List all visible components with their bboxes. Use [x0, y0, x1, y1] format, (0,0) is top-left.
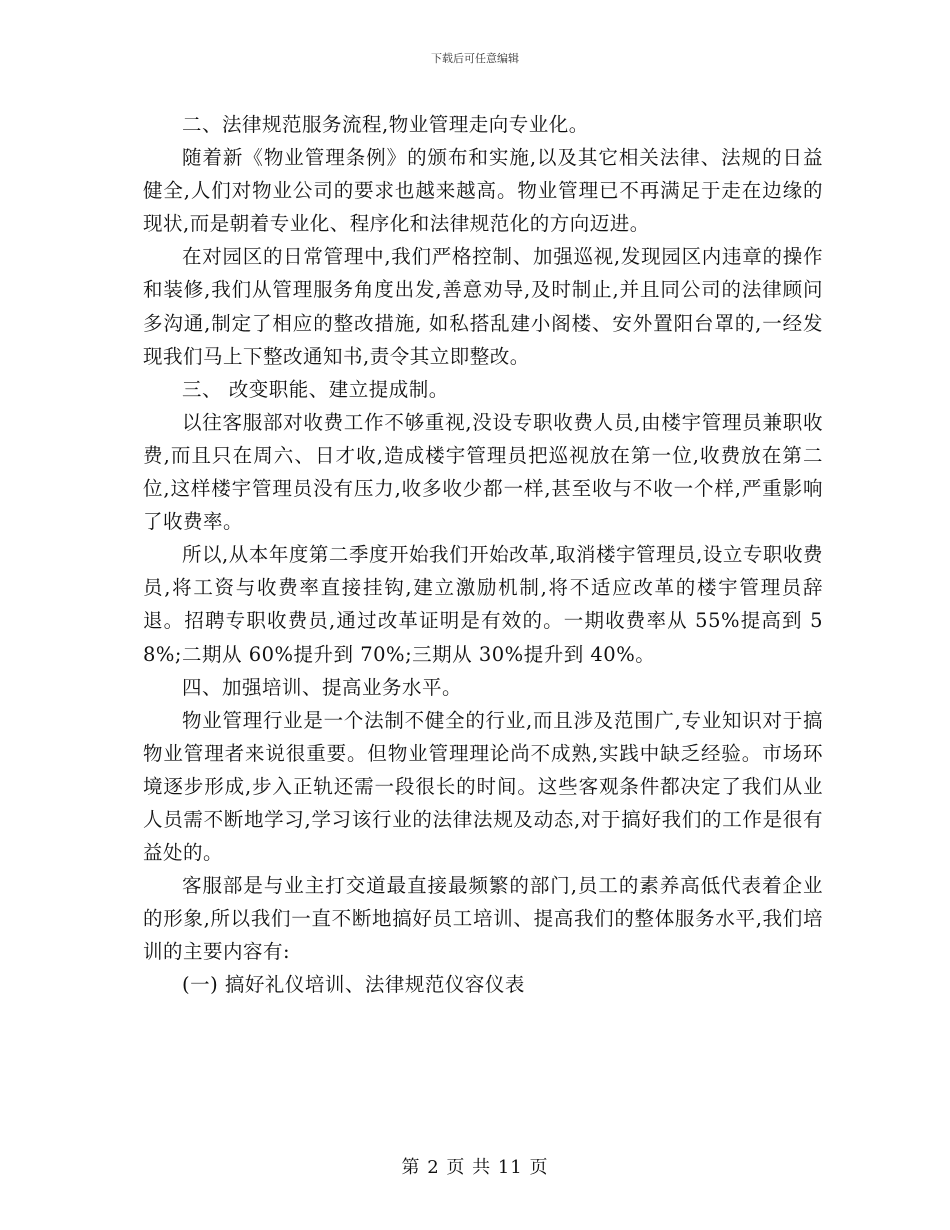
subsection-heading: (一) 搞好礼仪培训、法律规范仪容仪表 [182, 973, 525, 997]
body-paragraph: 随着新《物业管理条例》的颁布和实施,以及其它相关法律、法规的日益健全,人们对物业公司的要求也越来越高。物业管理已不再满足于走在边缘的现状,而是朝着专业化、程序化和法律规范化的方向迈进。 [143, 146, 823, 236]
page-number-footer: 第 2 页 共 11 页 [401, 1157, 549, 1178]
document-body [143, 108, 823, 1002]
body-paragraph: 所以,从本年度第二季度开始我们开始改革,取消楼宇管理员,设立专职收费员,将工资与收费率直接挂钩,建立激励机制,将不适应改革的楼宇管理员辞退。招聘专职收费员,通过改革证明是有效的。一期收费率从 55%提高到 58%;二期从 60%提升到 70%;三期从 30%提升到 40%。 [143, 543, 823, 666]
section-heading-3: 三、 改变职能、建立提成制。 [182, 377, 449, 401]
section-heading-4: 四、加强培训、提高业务水平。 [182, 675, 463, 699]
page-header: 下载后可任意编辑 [431, 52, 519, 65]
body-paragraph: 在对园区的日常管理中,我们严格控制、加强巡视,发现园区内违章的操作和装修,我们从管理服务角度出发,善意劝导,及时制止,并且同公司的法律顾问多沟通,制定了相应的整改措施, 如私搭乱建小阁楼、安外置阳台罩的,一经发现我们马上下整改通知书,责令其立即整改。 [143, 245, 823, 368]
body-paragraph: 客服部是与业主打交道最直接最频繁的部门,员工的素养高低代表着企业的形象,所以我们一直不断地搞好员工培训、提高我们的整体服务水平,我们培训的主要内容有: [143, 874, 823, 964]
section-heading-2: 二、法律规范服务流程,物业管理走向专业化。 [182, 113, 589, 136]
body-paragraph: 物业管理行业是一个法制不健全的行业,而且涉及范围广,专业知识对于搞物业管理者来说很重要。但物业管理理论尚不成熟,实践中缺乏经验。市场环境逐步形成,步入正轨还需一段很长的时间。这些客观条件都决定了我们从业人员需不断地学习,学习该行业的法律法规及动态,对于搞好我们的工作是很有益处的。 [143, 708, 823, 865]
body-paragraph: 以往客服部对收费工作不够重视,没设专职收费人员,由楼宇管理员兼职收费,而且只在周六、日才收,造成楼宇管理员把巡视放在第一位,收费放在第二位,这样楼宇管理员没有压力,收多收少都一样,甚至收与不收一个样,严重影响了收费率。 [143, 410, 823, 534]
